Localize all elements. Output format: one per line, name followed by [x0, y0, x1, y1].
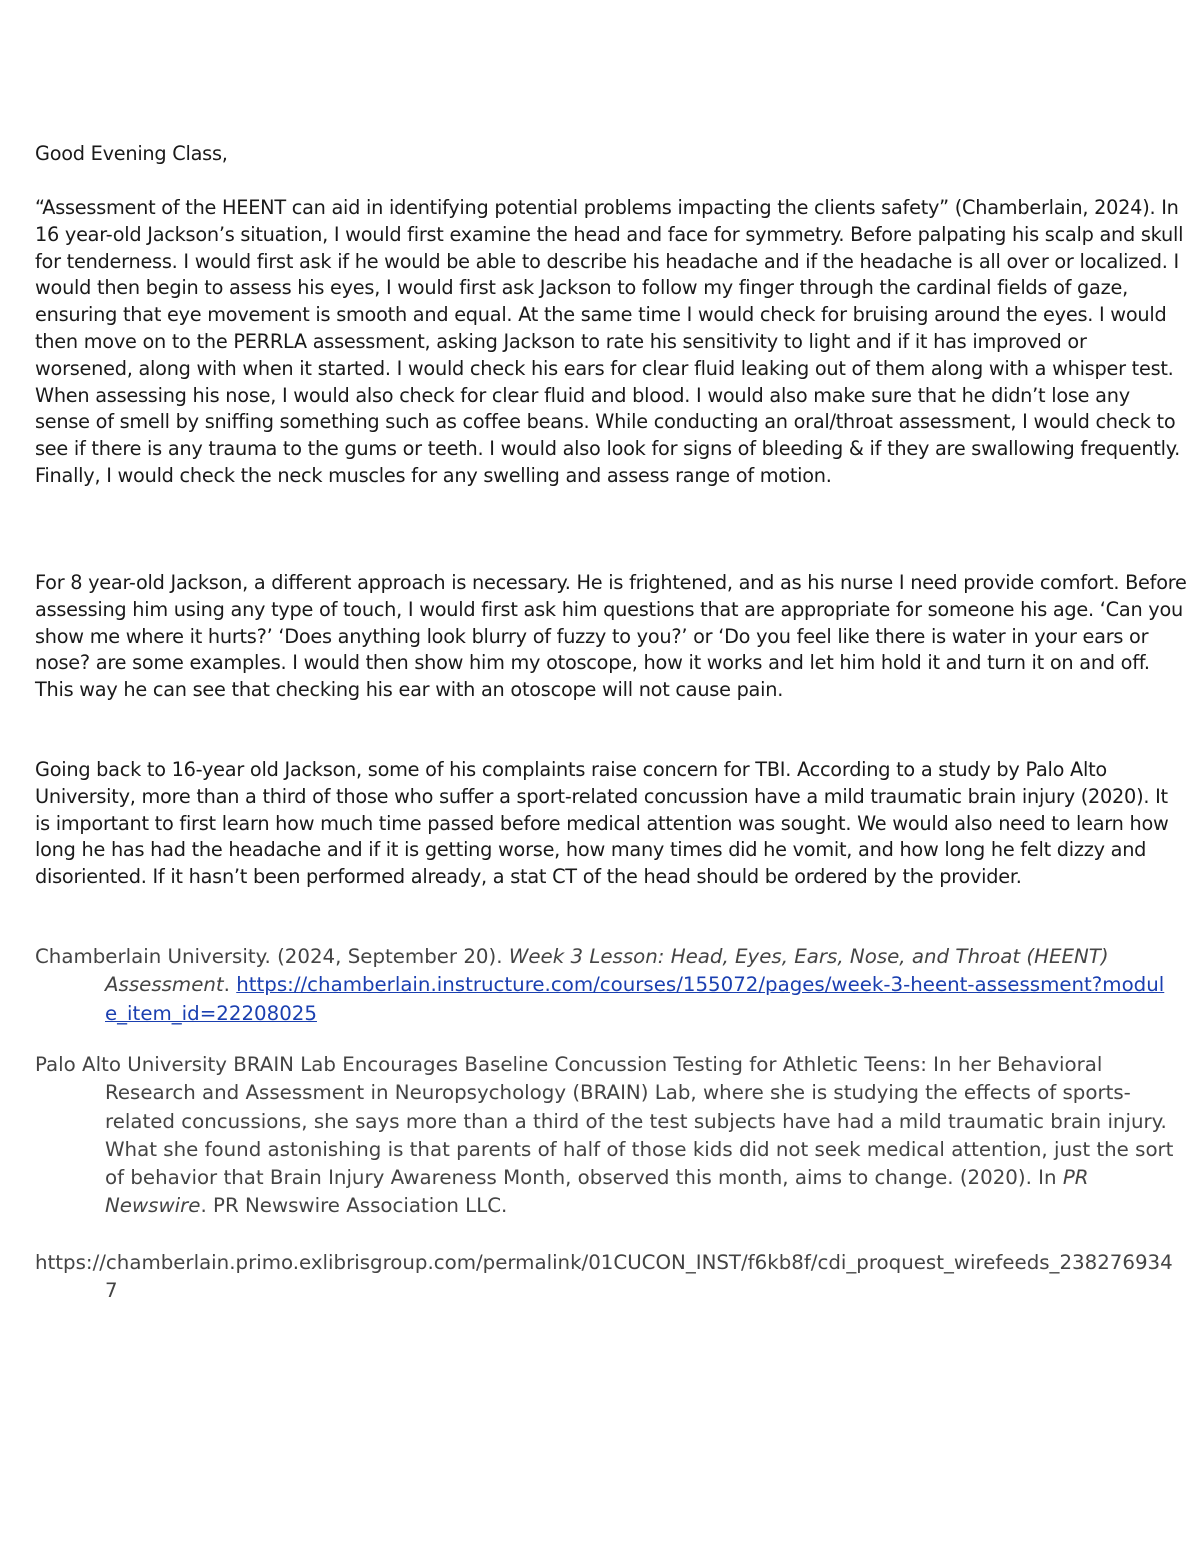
reference-author-date: Chamberlain University. (2024, September 20). — [35, 945, 509, 968]
reference-source: PR Newswire — [105, 1166, 1089, 1218]
reference-title: Week 3 Lesson: Head, Eyes, Ears, Nose, and Throat (HEENT) Assessment — [105, 945, 1109, 997]
reference-permalink: https://chamberlain.primo.exlibrisgroup.com/permalink/01CUCON_INST/f6kb8f/cdi_proquest_wirefeeds_2382769347 — [35, 1251, 1173, 1303]
greeting: Good Evening Class, — [35, 142, 228, 165]
paragraph-tbi-concern: Going back to 16-year old Jackson, some of his complaints raise concern for TBI. According to a study by Palo Alto University, more than a third of those who suffer a sport-related concussion have a mild traumatic brain injury (2020). It is important to first learn how much time passed before medical attention was sought. We would also need to learn how long he has had the headache and if it is getting worse, how many times did he vomit, and how long he felt dizzy and disoriented. If it hasn’t been performed already, a stat CT of the head should be ordered by the provider. — [35, 758, 1169, 889]
paragraph-pediatric-approach: For 8 year-old Jackson, a different approach is necessary. He is frightened, and as his nurse I need provide comfort. Before assessing him using any type of touch, I would first ask him questions that are appropriate for someone his age. ‘Can you show me where it hurts?’ ‘Does anything look blurry of fuzzy to you?’ or ‘Do you feel like there is water in your ears or nose? are some examples. I would then show him my otoscope, how it works and let him hold it and turn it on and off. This way he can see that checking his ear with an otoscope will not cause pain. — [35, 571, 1187, 702]
reference-title-punctuation: . — [223, 973, 237, 997]
reference-palo-alto — [35, 1051, 1175, 1221]
reference-chamberlain — [35, 943, 1175, 1028]
reference-link[interactable]: https://chamberlain.instructure.com/courses/155072/pages/week-3-heent-assessment?module_item_id=22208025 — [105, 973, 1165, 1025]
reference-text: Palo Alto University BRAIN Lab Encourages Baseline Concussion Testing for Athletic Teens: In her Behavioral Research and Assessment in Neuropsychology (BRAIN) Lab, where she is studying the effects of sports-related concussions, she says more than a third of the test subjects have had a mild traumatic brain injury. What she found astonishing is that parents of half of those kids did not seek medical attention, just the sort of behavior that Brain Injury Awareness Month, observed this month, aims to change. (2020). In — [35, 1053, 1174, 1190]
reference-palo-alto-url — [35, 1249, 1175, 1306]
paragraph-heent-assessment: “Assessment of the HEENT can aid in identifying potential problems impacting the clients safety” (Chamberlain, 2024). In 16 year-old Jackson’s situation, I would first examine the head and face for symmetry. Before palpating his scalp and skull for tenderness. I would first ask if he would be able to describe his headache and if the headache is all over or localized. I would then begin to assess his eyes, I would first ask Jackson to follow my finger through the cardinal fields of gaze, ensuring that eye movement is smooth and equal. At the same time I would check for bruising around the eyes. I would then move on to the PERRLA assessment, asking Jackson to rate his sensitivity to light and if it has improved or worsened, along with when it started. I would check his ears for clear fluid leaking out of them along with a whisper test. When assessing his nose, I would also check for clear fluid and blood. I would also make sure that he didn’t lose any sense of smell by sniffing something such as coffee beans. While conducting an oral/throat assessment, I would check to see if there is any trauma to the gums or teeth. I would also look for signs of bleeding & if they are swallowing frequently. Finally, I would check the neck muscles for any swelling and assess range of motion. — [35, 196, 1184, 487]
reference-publisher: . PR Newswire Association LLC. — [200, 1194, 508, 1218]
